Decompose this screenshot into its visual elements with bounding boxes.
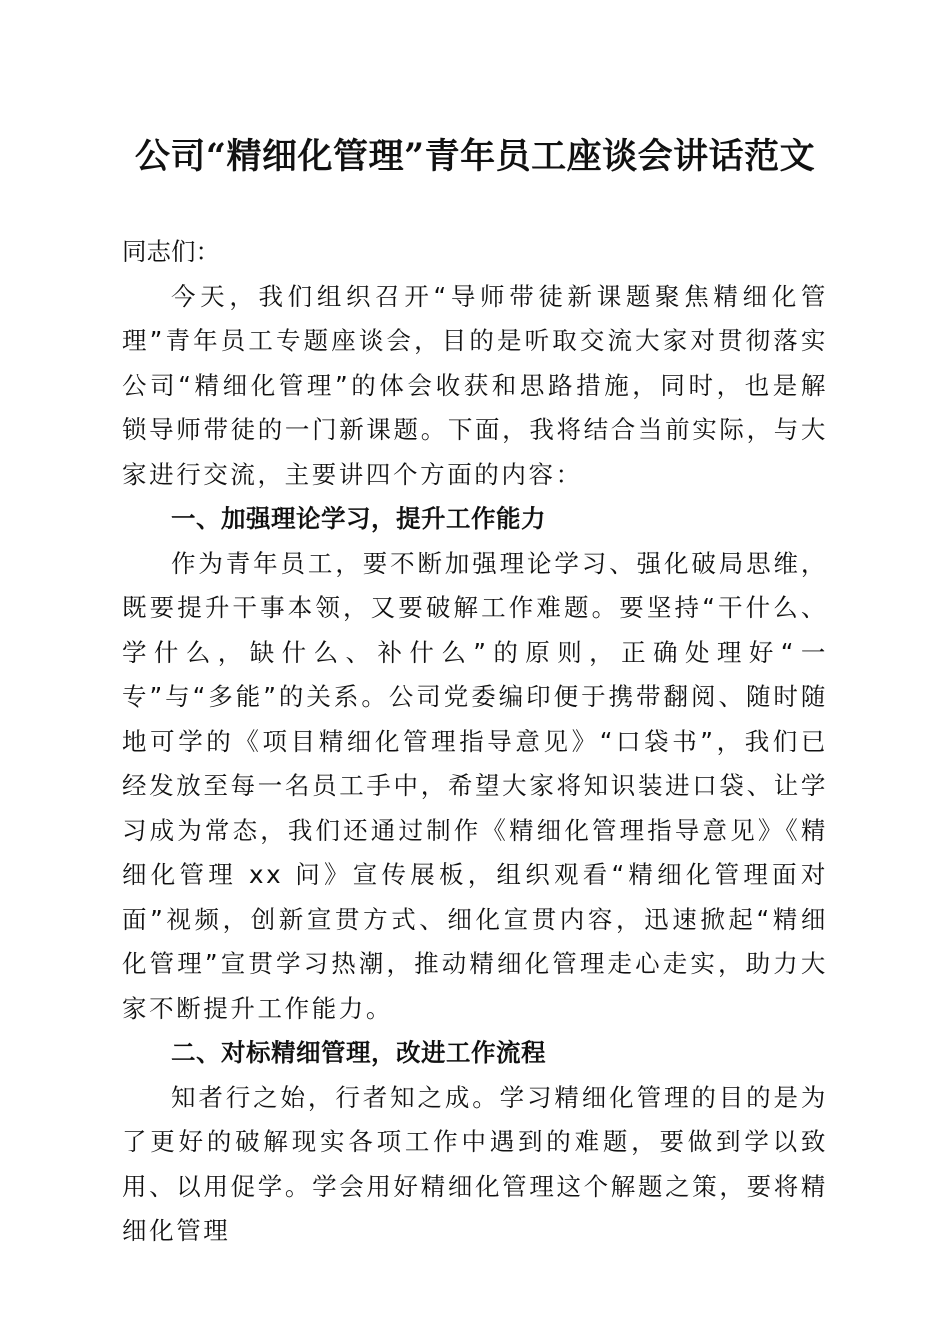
section-paragraph-1: 作为青年员工，要不断加强理论学习、强化破局思维，既要提升干事本领，又要破解工作难题。要坚持“干什么、学什么，缺什么、补什么”的原则，正确处理好“一专”与“多能”的关系。公司党委编印便于携带翻阅、随时随地可学的《项目精细化管理指导意见》“口袋书”，我们已经发放至每一名员工手中，希望大家将知识装进口袋、让学习成为常态，我们还通过制作《精细化管理指导意见》《精细化管理 xx 问》宣传展板，组织观看“精细化管理面对面”视频，创新宣贯方式、细化宣贯内容，迅速掀起“精细化管理”宣贯学习热潮，推动精细化管理走心走实，助力大家不断提升工作能力。 <box>122 548 828 1023</box>
document-body <box>122 230 828 1254</box>
document-title: 公司“精细化管理”青年员工座谈会讲话范文 <box>134 136 816 177</box>
section-heading-2: 二、对标精细管理，改进工作流程 <box>171 1038 546 1067</box>
section-heading-1: 一、加强理论学习，提升工作能力 <box>171 504 546 533</box>
intro-paragraph: 今天，我们组织召开“导师带徒新课题聚焦精细化管理”青年员工专题座谈会，目的是听取交流大家对贯彻落实公司“精细化管理”的体会收获和思路措施，同时，也是解锁导师带徒的一门新课题。下面，我将结合当前实际，与大家进行交流，主要讲四个方面的内容： <box>122 281 828 489</box>
salutation: 同志们： <box>122 237 220 266</box>
section-paragraph-2: 知者行之始，行者知之成。学习精细化管理的目的是为了更好的破解现实各项工作中遇到的难题，要做到学以致用、以用促学。学会用好精细化管理这个解题之策，要将精细化管理 <box>122 1082 828 1245</box>
